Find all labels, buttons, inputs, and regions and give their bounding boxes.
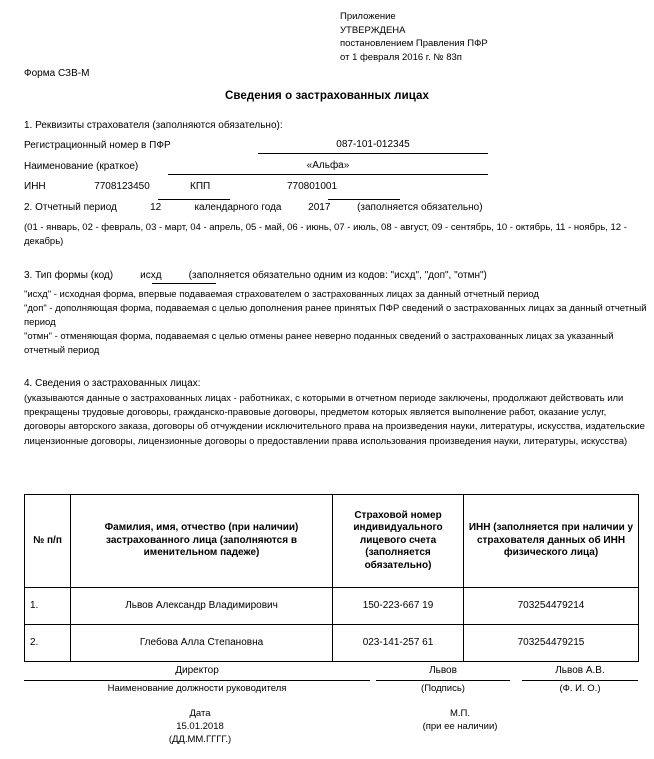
column-header-snils: Страховой номер индивидуального лицевого счета (заполняется обязательно) [333,495,464,588]
fio-value[interactable]: Львов А.В. [555,665,605,676]
section3-line [24,270,487,281]
short-name-underline [168,174,488,175]
row-number: 2. [25,625,71,662]
registration-number-value[interactable]: 087-101-012345 [336,139,410,150]
stamp-note: (при ее наличии) [422,721,498,732]
signature-caption: (Подпись) [421,683,465,694]
table-row [25,625,639,662]
form-type-desc-otmn: "отмн" - отменяющая форма, подаваемая с целью отмены ранее неверно поданных сведений о застрахованных лицах за указанный отчетный период [24,331,614,356]
column-header-fullname: Фамилия, имя, отчество (при наличии) застрахованного лица (заполняются в именительном падеже) [71,495,333,588]
insured-persons-table [24,494,639,662]
form-type-underline [152,283,216,284]
stamp-block [390,707,530,733]
table-header-row [25,495,639,588]
short-name-value[interactable]: «Альфа» [306,160,350,171]
row-snils[interactable]: 150-223-667 19 [333,588,464,625]
section2-suffix: (заполняется обязательно) [357,202,483,213]
registration-number-underline [258,153,488,154]
date-value[interactable]: 15.01.2018 [176,721,224,732]
section2-line [24,202,483,213]
page-title: Сведения о застрахованных лицах [224,90,430,102]
approval-line-3: постановлением Правления ПФР [340,38,488,49]
approval-line-4: от 1 февраля 2016 г. № 83п [340,51,462,63]
reporting-year-value[interactable]: 2017 [308,202,331,213]
month-codes-note: (01 - январь, 02 - февраль, 03 - март, 04 - апрель, 05 - май, 06 - июнь, 07 - июль, 08 - август, 09 - сентябрь, 10 - октябрь, 11 - ноябрь, 12 - декабрь) [24,222,627,247]
stamp-label: М.П. [449,708,471,719]
kpp-value[interactable]: 770801001 [286,181,338,192]
fio-underline [522,680,638,681]
date-block [110,707,290,746]
registration-number-label: Регистрационный номер в ПФР [24,140,171,151]
section2-prefix: 2. Отчетный период [24,202,117,213]
reporting-period-value[interactable]: 12 [150,202,162,213]
section3-suffix: (заполняется обязательно одним из кодов: "исхд", "доп", "отмн") [188,270,487,281]
section4-title: 4. Сведения о застрахованных лицах: [24,378,201,389]
date-format-hint: (ДД.ММ.ГГГГ.) [168,734,232,745]
kpp-label: КПП [190,181,211,192]
short-name-label: Наименование (краткое) [24,161,139,172]
director-position-caption: Наименование должности руководителя [107,683,287,694]
year-underline [328,199,400,200]
row-inn[interactable]: 703254479214 [464,588,639,625]
column-header-number: № п/п [25,495,71,588]
form-type-code-value[interactable]: исхд [140,270,162,281]
director-position-underline [24,680,370,681]
row-number: 1. [25,588,71,625]
section3-descriptions [24,288,648,358]
fio-caption: (Ф. И. О.) [559,683,601,694]
row-fullname[interactable]: Львов Александр Владимирович [71,588,333,625]
inn-label: ИНН [24,181,46,192]
section2-middle: календарного года [194,202,282,213]
signature-value[interactable]: Львов [429,665,457,676]
form-type-desc-ishd: "исхд" - исходная форма, впервые подаваемая страхователем о застрахованных лицах за данный отчетный период [24,289,539,300]
inn-value[interactable]: 7708123450 [94,181,150,192]
approval-line-2: УТВЕРЖДЕНА [340,24,406,36]
approval-line-1: Приложение [340,11,396,22]
section3-prefix: 3. Тип формы (код) [24,270,114,281]
signature-underline [376,680,510,681]
column-header-inn: ИНН (заполняется при наличии у страхователя данных об ИНН физического лица) [464,495,639,588]
director-position-value[interactable]: Директор [175,665,219,676]
approval-header [340,10,488,64]
section1-title: 1. Реквизиты страхователя (заполняются обязательно): [24,120,283,131]
row-inn[interactable]: 703254479215 [464,625,639,662]
table-row [25,588,639,625]
form-type-desc-dop: "доп" - дополняющая форма, подаваемая с целью дополнения ранее принятых ПФР сведений о застрахованных лицах за данный отчетный период [24,303,647,328]
row-snils[interactable]: 023-141-257 61 [333,625,464,662]
row-fullname[interactable]: Глебова Алла Степановна [71,625,333,662]
period-underline [158,199,230,200]
form-code: Форма СЗВ-М [24,68,90,79]
date-label: Дата [189,708,211,719]
section4-note: (указываются данные о застрахованных лицах - работниках, с которыми в отчетном периоде заключены, продолжают действовать или прекращены трудовые договоры, гражданско-правовые договоры, предметом которых является выполнение работ, оказание услуг, договоры авторского заказа, договоры об отчуждении исключительного права на произведения науки, литературы, искусства, издательские лицензионные договоры, лицензионные договоры о предоставлении права использования произведения науки, литературы, искусства) [24,393,645,447]
